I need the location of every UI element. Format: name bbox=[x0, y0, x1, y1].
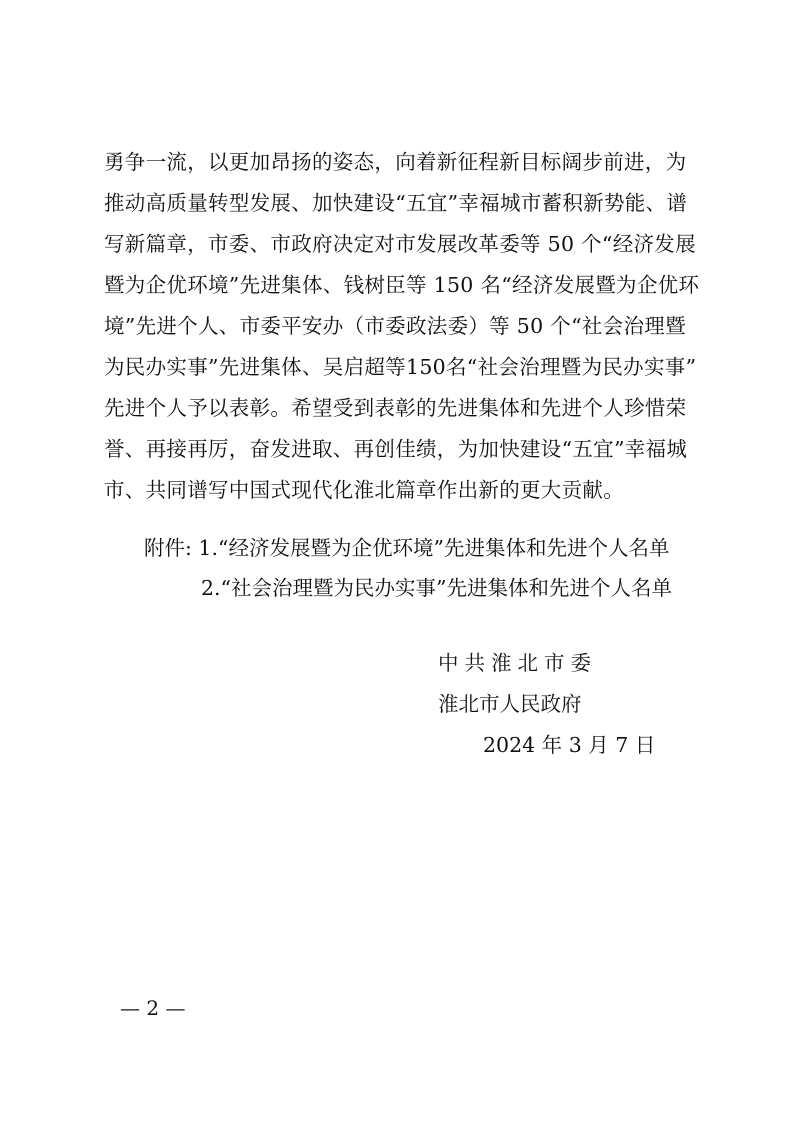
paragraph-line: 誉、再接再厉，奋发进取、再创佳绩，为加快建设“五宜”幸福城 bbox=[104, 437, 688, 461]
paragraph-line: 为民办实事”先进集体、吴启超等150名“社会治理暨为民办实事” bbox=[104, 355, 697, 379]
attachments-list bbox=[144, 528, 672, 608]
paragraph-line: 写新篇章，市委、市政府决定对市发展改革委等 50 个“经济发展 bbox=[104, 232, 696, 256]
body-paragraph bbox=[104, 142, 704, 511]
paragraph-line: 市、共同谱写中国式现代化淮北篇章作出新的更大贡献。 bbox=[104, 478, 624, 502]
paragraph-line: 先进个人予以表彰。希望受到表彰的先进集体和先进个人珍惜荣 bbox=[104, 396, 687, 420]
attachment-item-1: 附件: 1.“经济发展暨为企优环境”先进集体和先进个人名单 bbox=[144, 536, 670, 560]
paragraph-line: 境”先进个人、市委平安办（市委政法委）等 50 个“社会治理暨 bbox=[104, 314, 686, 338]
signature-org-government: 淮北市人民政府 bbox=[438, 692, 582, 716]
signature-org-party-committee: 中共淮北市委 bbox=[438, 651, 597, 675]
paragraph-line: 勇争一流，以更加昂扬的姿态，向着新征程新目标阔步前进，为 bbox=[104, 150, 687, 174]
signature-date: 2024 年 3 月 7 日 bbox=[483, 733, 656, 757]
attachment-item-2: 2.“社会治理暨为民办实事”先进集体和先进个人名单 bbox=[201, 576, 673, 600]
page-number: — 2 — bbox=[120, 996, 186, 1020]
paragraph-line: 推动高质量转型发展、加快建设“五宜”幸福城市蓄积新势能、谱 bbox=[104, 191, 688, 215]
paragraph-line: 暨为企优环境”先进集体、钱树臣等 150 名“经济发展暨为企优环 bbox=[104, 273, 700, 297]
signature-block bbox=[438, 643, 655, 766]
